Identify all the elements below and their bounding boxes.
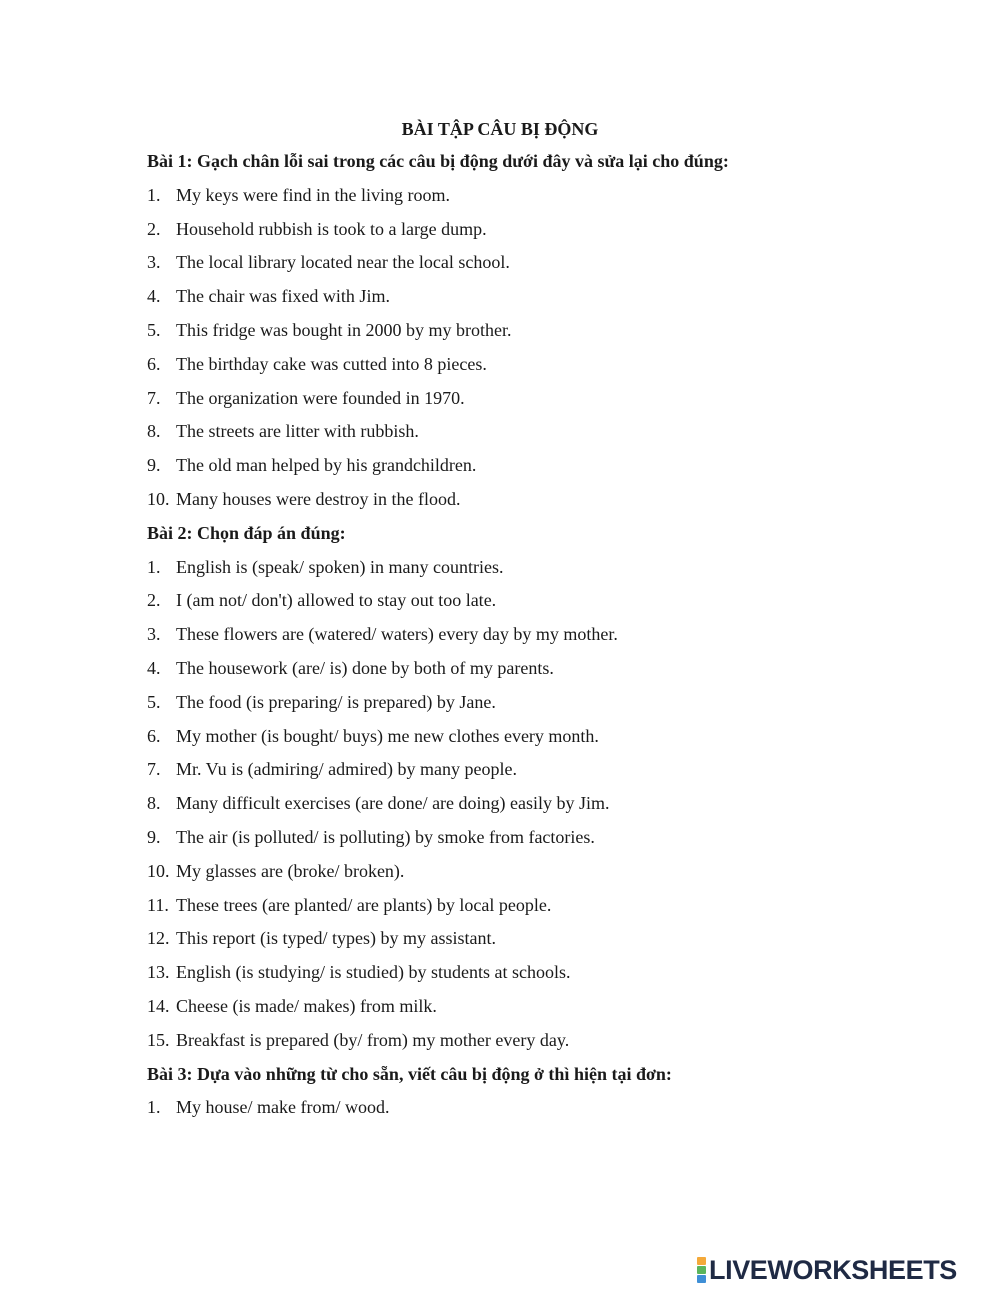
item-number: 12. bbox=[147, 928, 170, 949]
item-text: The local library located near the local school. bbox=[176, 252, 510, 273]
item-number: 10. bbox=[147, 488, 170, 509]
item-text: The housework (are/ is) done by both of my parents. bbox=[176, 657, 554, 678]
exercise-item bbox=[147, 589, 947, 623]
item-text: My mother (is bought/ buys) me new clothes every month. bbox=[176, 725, 599, 746]
worksheet-body bbox=[147, 150, 947, 1130]
item-text: The old man helped by his grandchildren. bbox=[176, 455, 477, 476]
item-text: My glasses are (broke/ broken). bbox=[176, 860, 405, 881]
exercise-item bbox=[147, 691, 947, 725]
item-text: These flowers are (watered/ waters) every day by my mother. bbox=[176, 624, 618, 645]
item-number: 3. bbox=[147, 252, 161, 273]
item-number: 5. bbox=[147, 691, 161, 712]
item-number: 2. bbox=[147, 590, 161, 611]
exercise-item bbox=[147, 657, 947, 691]
item-text: Mr. Vu is (admiring/ admired) by many people. bbox=[176, 759, 518, 780]
item-number: 9. bbox=[147, 826, 161, 847]
logo-block bbox=[697, 1275, 706, 1283]
item-text: The chair was fixed with Jim. bbox=[176, 286, 390, 307]
item-number: 9. bbox=[147, 455, 161, 476]
exercise-item bbox=[147, 995, 947, 1029]
item-text: This report (is typed/ types) by my assistant. bbox=[176, 928, 496, 949]
item-number: 13. bbox=[147, 962, 170, 983]
section-heading-1: Bài 1: Gạch chân lỗi sai trong các câu bị động dưới đây và sửa lại cho đúng: bbox=[147, 151, 729, 171]
item-number: 7. bbox=[147, 387, 161, 408]
exercise-item bbox=[147, 725, 947, 759]
worksheet-title: BÀI TẬP CÂU BỊ ĐỘNG bbox=[401, 119, 599, 139]
logo-block bbox=[697, 1257, 706, 1265]
item-number: 14. bbox=[147, 995, 170, 1016]
item-text: The streets are litter with rubbish. bbox=[176, 421, 419, 442]
logo-text: LIVEWORKSHEETS bbox=[709, 1254, 957, 1285]
item-text: Cheese (is made/ makes) from milk. bbox=[176, 995, 437, 1016]
item-number: 2. bbox=[147, 218, 161, 239]
exercise-item bbox=[147, 285, 947, 319]
item-number: 4. bbox=[147, 286, 161, 307]
item-number: 8. bbox=[147, 421, 161, 442]
item-number: 15. bbox=[147, 1029, 170, 1050]
item-text: I (am not/ don't) allowed to stay out too late. bbox=[176, 590, 497, 611]
liveworksheets-logo bbox=[697, 1255, 957, 1285]
exercise-item bbox=[147, 1096, 947, 1130]
exercise-item bbox=[147, 961, 947, 995]
item-text: My house/ make from/ wood. bbox=[176, 1097, 390, 1118]
item-text: The birthday cake was cutted into 8 pieces. bbox=[176, 353, 487, 374]
item-text: Household rubbish is took to a large dump. bbox=[176, 218, 487, 239]
exercise-item bbox=[147, 488, 947, 522]
item-text: This fridge was bought in 2000 by my brother. bbox=[176, 319, 512, 340]
item-number: 1. bbox=[147, 1097, 161, 1118]
item-number: 6. bbox=[147, 725, 161, 746]
item-text: Many houses were destroy in the flood. bbox=[176, 488, 461, 509]
exercise-item bbox=[147, 420, 947, 454]
item-number: 1. bbox=[147, 556, 161, 577]
exercise-item bbox=[147, 758, 947, 792]
item-text: The food (is preparing/ is prepared) by Jane. bbox=[176, 691, 496, 712]
item-text: These trees (are planted/ are plants) by local people. bbox=[176, 894, 552, 915]
exercise-item bbox=[147, 894, 947, 928]
exercise-item bbox=[147, 251, 947, 285]
item-number: 8. bbox=[147, 793, 161, 814]
exercise-item bbox=[147, 218, 947, 252]
item-number: 7. bbox=[147, 759, 161, 780]
exercise-item bbox=[147, 623, 947, 657]
exercise-item bbox=[147, 387, 947, 421]
item-text: Many difficult exercises (are done/ are doing) easily by Jim. bbox=[176, 793, 610, 814]
item-number: 1. bbox=[147, 184, 161, 205]
exercise-item bbox=[147, 353, 947, 387]
exercise-item bbox=[147, 454, 947, 488]
section-heading-3: Bài 3: Dựa vào những từ cho sẵn, viết câu bị động ở thì hiện tại đơn: bbox=[147, 1063, 672, 1084]
item-number: 4. bbox=[147, 657, 161, 678]
logo-blocks-icon bbox=[697, 1257, 706, 1283]
exercise-item bbox=[147, 184, 947, 218]
item-text: The organization were founded in 1970. bbox=[176, 387, 465, 408]
item-number: 11. bbox=[147, 894, 169, 915]
exercise-item bbox=[147, 319, 947, 353]
exercise-item bbox=[147, 927, 947, 961]
item-text: English (is studying/ is studied) by students at schools. bbox=[176, 962, 571, 983]
section-heading-2: Bài 2: Chọn đáp án đúng: bbox=[147, 522, 346, 543]
item-number: 6. bbox=[147, 353, 161, 374]
item-text: Breakfast is prepared (by/ from) my mother every day. bbox=[176, 1029, 570, 1050]
item-text: English is (speak/ spoken) in many countries. bbox=[176, 556, 504, 577]
exercise-item bbox=[147, 556, 947, 590]
exercise-item bbox=[147, 1029, 947, 1063]
item-text: My keys were find in the living room. bbox=[176, 184, 450, 205]
item-text: The air (is polluted/ is polluting) by smoke from factories. bbox=[176, 826, 595, 847]
logo-block bbox=[697, 1266, 706, 1274]
exercise-item bbox=[147, 792, 947, 826]
exercise-item bbox=[147, 826, 947, 860]
item-number: 10. bbox=[147, 860, 170, 881]
item-number: 3. bbox=[147, 624, 161, 645]
item-number: 5. bbox=[147, 319, 161, 340]
exercise-item bbox=[147, 860, 947, 894]
